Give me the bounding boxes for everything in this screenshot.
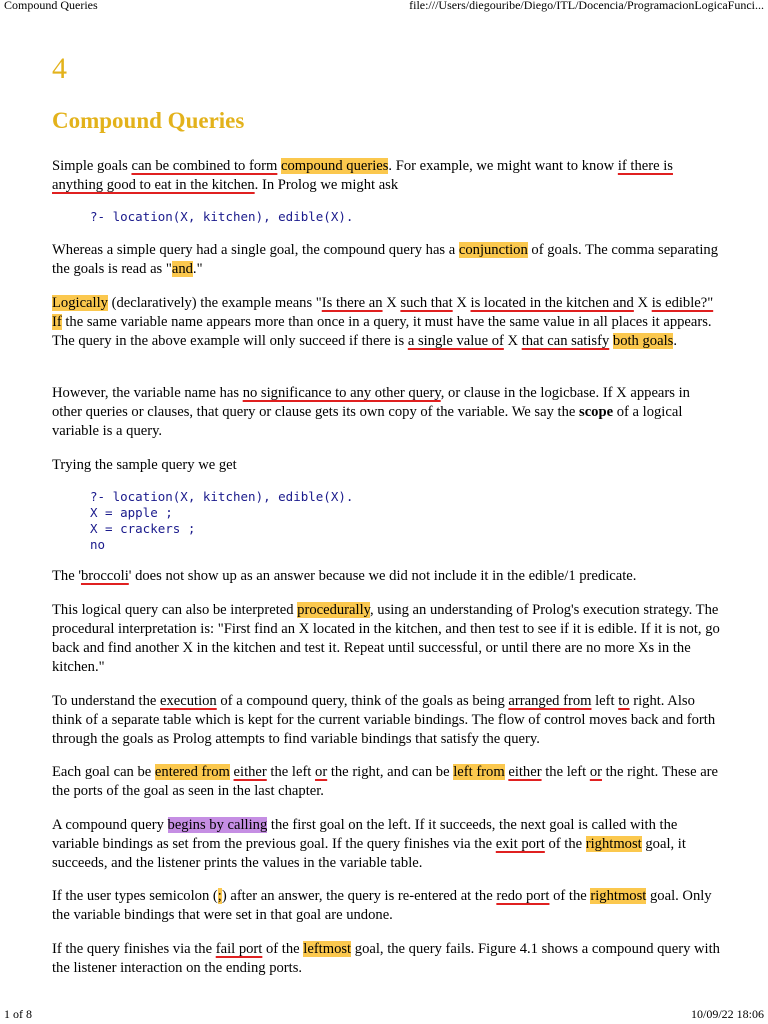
text-run: goal, the query fails. Figure 4.1 shows a compound query with the listener interaction on the ending ports.	[52, 941, 720, 976]
code-block-query	[90, 209, 353, 225]
paragraph	[52, 692, 720, 749]
text-run: of a compound query, think of the goals as being	[216, 693, 509, 709]
underlined-text: Is there an	[321, 295, 383, 311]
highlighted-text: rightmost	[585, 836, 642, 852]
highlighted-text: begins by calling	[167, 817, 268, 833]
text-run: of the	[262, 941, 304, 957]
underlined-text: either	[233, 764, 267, 780]
text-run: . In Prolog we might ask	[254, 177, 399, 193]
text-run: However, the variable name has	[52, 385, 243, 401]
chapter-title: Compound Queries	[52, 108, 245, 133]
underlined-text: is located in the kitchen and	[470, 295, 634, 311]
text-run: Simple goals	[52, 158, 132, 174]
highlighted-text: leftmost	[303, 941, 352, 957]
paragraph	[52, 384, 720, 441]
paragraph	[52, 940, 720, 978]
text-run: A compound query	[52, 817, 168, 833]
text-run: X	[452, 295, 471, 311]
text-run: .	[673, 333, 677, 349]
code-line: ?- location(X, kitchen), edible(X).	[90, 489, 354, 504]
text-run: of goals. The comma separating the goals is read as "	[52, 242, 718, 277]
text-run: the same variable name appears more than once in a query, it must have the same value in all places it appears. The query in the above example will only succeed if there is	[52, 314, 712, 349]
text-run: , using an understanding of Prolog's execution strategy. The procedural interpretation is: "First find an X located in the kitchen, and then test to see if it is edible. If it is not, go back and find another X in the kitchen and test it. Repeat until successful, or until there are no more Xs in the kitchen."	[52, 602, 720, 675]
highlighted-text: entered from	[154, 764, 230, 780]
underlined-text: either	[508, 764, 542, 780]
underlined-text: is edible?"	[651, 295, 714, 311]
highlighted-text: rightmost	[590, 888, 647, 904]
underlined-text: broccoli	[80, 568, 129, 584]
code-line: no	[90, 537, 106, 552]
highlighted-text: both goals	[612, 333, 674, 349]
text-run: of the	[549, 888, 591, 904]
text-run: Trying the sample query we get	[52, 457, 237, 473]
text-run: the right. These are the ports of the goal as seen in the last chapter.	[52, 764, 719, 799]
text-run: the right, and can be	[327, 764, 454, 780]
code-line: ?- location(X, kitchen), edible(X).	[90, 209, 354, 224]
page-counter: 1 of 8	[4, 1007, 32, 1021]
print-datetime: 10/09/22 18:06	[690, 1007, 764, 1021]
underlined-text: to	[618, 693, 630, 709]
highlighted-text: conjunction	[458, 242, 528, 258]
text-run: Each goal can be	[52, 764, 155, 780]
paragraph	[52, 763, 720, 801]
text-run: X	[382, 295, 401, 311]
paragraph	[52, 241, 720, 279]
underlined-text: arranged from	[508, 693, 592, 709]
highlighted-text: procedurally	[297, 602, 370, 618]
text-run: X	[503, 333, 522, 349]
text-run: left	[591, 693, 619, 709]
underlined-text: or	[315, 764, 328, 780]
page-header-title: Compound Queries	[4, 0, 98, 12]
text-run: If the query finishes via the	[52, 941, 216, 957]
highlighted-text: Logically	[52, 295, 108, 311]
underlined-text: if there is anything good to eat in the kitchen	[52, 158, 673, 193]
underlined-text: redo port	[496, 888, 550, 904]
highlighted-text: compound queries	[281, 158, 389, 174]
text-run: ) after an answer, the query is re-entered at the	[221, 888, 497, 904]
paragraph	[52, 294, 720, 351]
highlighted-text: left from	[453, 764, 505, 780]
text-run: of a logical variable is a query.	[52, 404, 683, 439]
underlined-text: no significance to any other query	[242, 385, 441, 401]
code-line: X = crackers ;	[90, 521, 196, 536]
paragraph	[52, 887, 720, 925]
text-run: ' does not show up as an answer because we did not include it in the edible/1 predicate.	[128, 568, 637, 584]
text-run: If the user types semicolon (	[52, 888, 218, 904]
paragraph	[52, 157, 720, 195]
text-run: Whereas a simple query had a single goal, the compound query has a	[52, 242, 459, 258]
text-run: , or clause in the logicbase. If X appears in other queries or clauses, that query or clause gets its own copy of the variable. We say the	[52, 385, 690, 420]
text-run: goal. Only the variable bindings that were set in that goal are undone.	[52, 888, 712, 923]
paragraph	[52, 456, 720, 475]
code-block-result	[90, 489, 353, 553]
underlined-text: or	[589, 764, 602, 780]
highlighted-text: If	[52, 314, 62, 330]
code-line: X = apple ;	[90, 505, 173, 520]
text-run: goal, it succeeds, and the listener prints the values in the variable table.	[52, 836, 686, 871]
text-run: right. Also think of a separate table which is kept for the current variable bindings. The flow of control moves back and forth through the goals as Prolog attempts to find variable bindings that satisfy the query.	[52, 693, 716, 747]
text-run: To understand the	[52, 693, 160, 709]
paragraph	[52, 816, 720, 873]
underlined-text: can be combined to form	[131, 158, 278, 174]
text-run: the left	[541, 764, 590, 780]
text-run: the first goal on the left. If it succeeds, the next goal is called with the variable bindings as set from the previous goal. If the query finishes via the	[52, 817, 678, 852]
text-run: scope	[579, 404, 614, 420]
text-run: This logical query can also be interpreted	[52, 602, 298, 618]
text-run: . For example, we might want to know	[388, 158, 618, 174]
highlighted-text: ;	[217, 888, 222, 904]
text-run: ."	[192, 261, 203, 277]
highlighted-text: and	[171, 261, 193, 277]
chapter-number: 4	[52, 52, 67, 85]
underlined-text: execution	[160, 693, 217, 709]
page-header-path: file:///Users/diegouribe/Diego/ITL/Docencia/ProgramacionLogicaFunci...	[409, 0, 764, 12]
text-run: X	[633, 295, 652, 311]
paragraph	[52, 567, 720, 586]
underlined-text: fail port	[215, 941, 263, 957]
underlined-text: such that	[400, 295, 453, 311]
underlined-text: that can satisfy	[521, 333, 610, 349]
text-run: (declaratively) the example means "	[107, 295, 322, 311]
text-run: The '	[52, 568, 81, 584]
underlined-text: a single value of	[407, 333, 504, 349]
text-run: of the	[544, 836, 586, 852]
text-run: the left	[266, 764, 316, 780]
paragraph	[52, 601, 720, 677]
underlined-text: exit port	[495, 836, 545, 852]
